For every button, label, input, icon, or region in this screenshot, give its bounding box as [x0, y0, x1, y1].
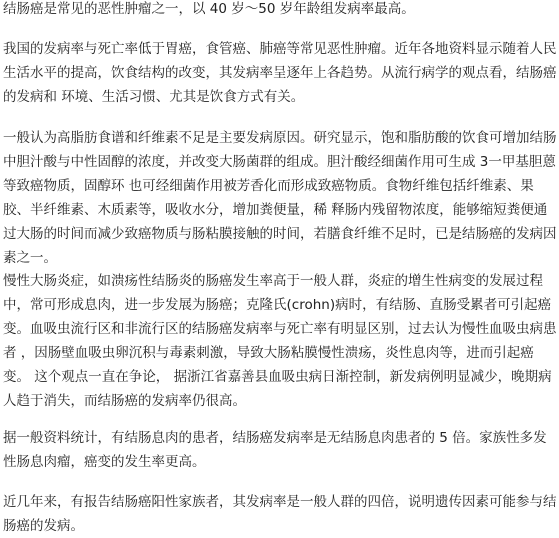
paragraph-genetics: 近几年来，有报告结肠癌阳性家族者，其发病率是一般人群的四倍，说明遗传因素可能参与结肠癌的发病。	[3, 494, 557, 534]
paragraph-intro: 结肠癌是常见的恶性肿瘤之一，以 40 岁～50 岁年龄组发病率最高。	[3, 1, 415, 17]
paragraph-incidence: 我国的发病率与死亡率低于胃癌，食管癌、肺癌等常见恶性肿瘤。近年各地资料显示随着人民生活水平的提高，饮食结构的改变，其发病率呈逐年上各趋势。从流行病学的观点看，结肠癌的发病和 环境、生活习惯、尤其是饮食方式有关。	[3, 41, 557, 105]
paragraph-polyps: 据一般资料统计，有结肠息肉的患者，结肠癌发病率是无结肠息肉患者的 5 倍。家族性多发性肠息肉瘤，癌变的发生率更高。	[3, 430, 547, 470]
paragraph-diet-causes: 一般认为高脂肪食谱和纤维素不足是主要发病原因。研究显示，饱和脂肪酸的饮食可增加结肠中胆汁酸与中性固醇的浓度，并改变大肠菌群的组成。胆汁酸经细菌作用可生成 3一甲基胆蒽等致癌物质，固醇环 也可经细菌作用被芳香化而形成致癌物质。食物纤维包括纤维素、果胶、半纤维素、木质素等，吸收水分，增加粪便量，稀 释肠内残留物浓度，能够缩短粪便通过大肠的时间而减少致癌物质与肠粘膜接触的时间，若膳食纤维不足时，已是结肠癌的发病因素之一。	[3, 130, 557, 266]
paragraph-inflammation: 慢性大肠炎症，如溃疡性结肠炎的肠癌发生率高于一般人群，炎症的增生性病变的发展过程中，常可形成息肉，进一步发展为肠癌；克隆氏(crohn)病时，有结肠、直肠受累者可引起癌变。血吸虫流行区和非流行区的结肠癌发病率与死亡率有明显区别，过去认为慢性血吸虫病患者 ，因肠壁血吸虫卵沉积与毒素刺激，导致大肠粘膜慢性溃疡，炎性息肉等，进而引起癌变。 这个观点一直在争论， 据浙江省嘉善县血吸虫病日渐控制，新发病例明显减少，晚期病人趋于消失，而结肠癌的发病率仍很高。	[3, 273, 557, 409]
